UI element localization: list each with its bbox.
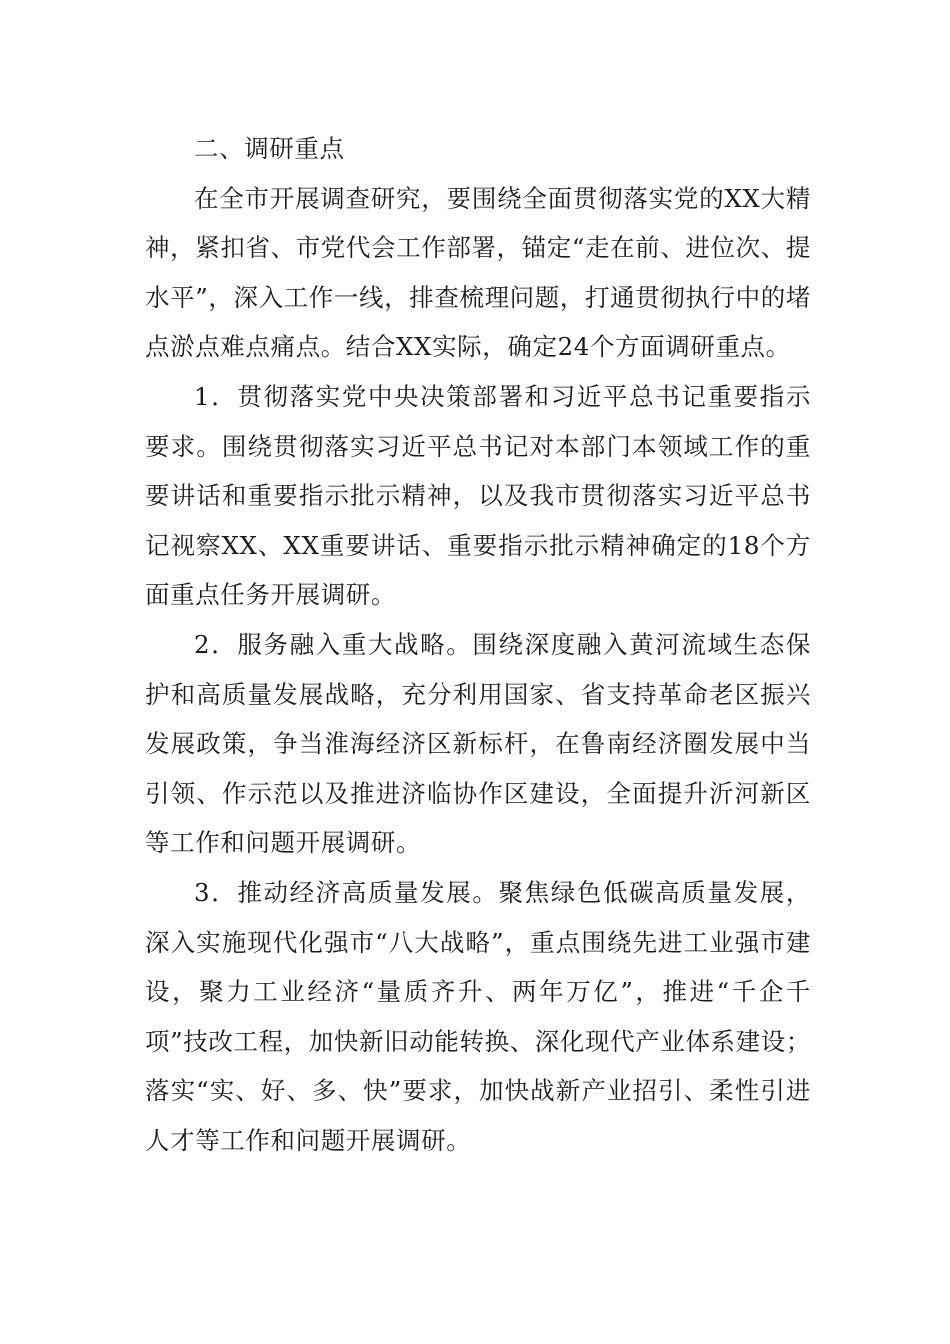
item-1-paragraph: 1．贯彻落实党中央决策部署和习近平总书记重要指示要求。围绕贯彻落实习近平总书记对本部门本领域工作的重要讲话和重要指示批示精神，以及我市贯彻落实习近平总书记视察XX、XX重要讲话、重要指示批示精神确定的18个方面重点任务开展调研。: [145, 381, 811, 610]
section-heading: 二、调研重点: [194, 134, 345, 163]
item-2-paragraph: 2．服务融入重大战略。围绕深度融入黄河流域生态保护和高质量发展战略，充分利用国家、省支持革命老区振兴发展政策，争当淮海经济区新标杆，在鲁南经济圈发展中当引领、作示范以及推进济临协作区建设，全面提升沂河新区等工作和问题开展调研。: [145, 629, 811, 858]
intro-paragraph: 在全市开展调查研究，要围绕全面贯彻落实党的XX大精神，紧扣省、市党代会工作部署，锚定“走在前、进位次、提水平”，深入工作一线，排查梳理问题，打通贯彻执行中的堵点淤点难点痛点。结合XX实际，确定24个方面调研重点。: [145, 183, 811, 362]
item-3-paragraph: 3．推动经济高质量发展。聚焦绿色低碳高质量发展，深入实施现代化强市“八大战略”，重点围绕先进工业强市建设，聚力工业经济“量质齐升、两年万亿”，推进“千企千项”技改工程，加快新旧动能转换、深化现代产业体系建设；落实“实、好、多、快”要求，加快战新产业招引、柔性引进人才等工作和问题开展调研。: [145, 877, 811, 1155]
document-body: [145, 124, 811, 1165]
